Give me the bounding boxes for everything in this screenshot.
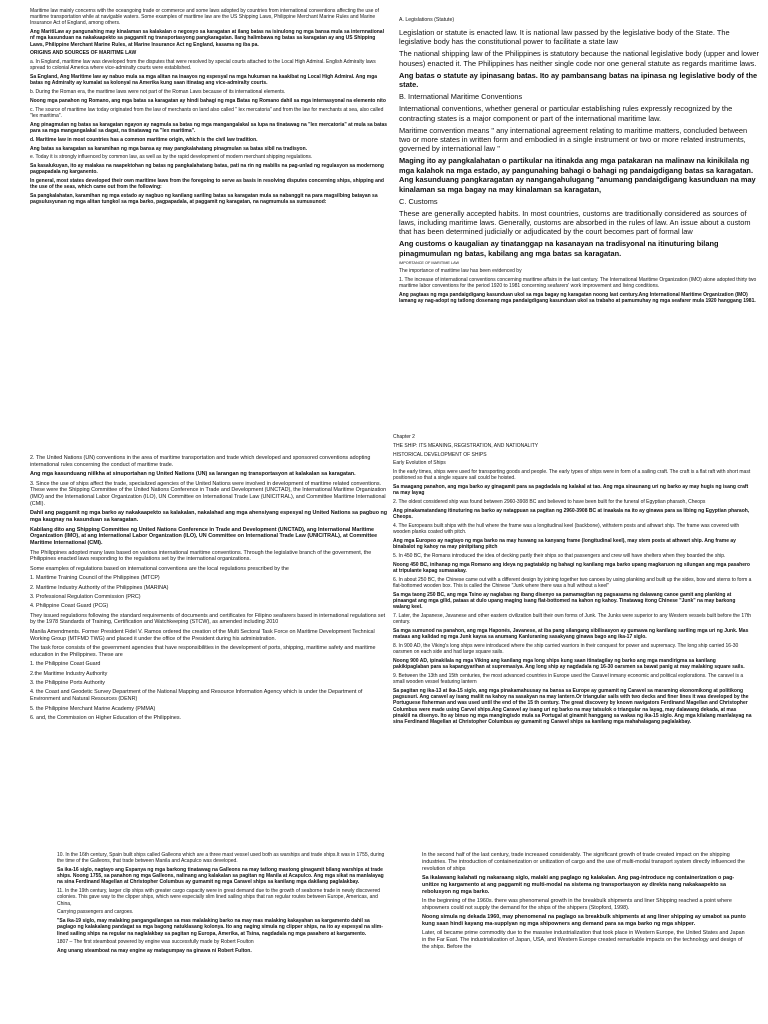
panel2-paragraph: Ang pagtaas ng mga pandaigdigang kasunduan ukol sa mga bagay ng karagatan noong last century.Ang International Maritime Organization (IMO) lamang ay nag-adopt ng tatlong dosenang mga pandaigdigang kasunduan ukol sa trabaho at pamumuhay ng mga seafarer mula 1920 hanggang 1981. [399,292,756,305]
maritime-law-origins-section [30,8,390,393]
galleons-clipper-ships-section [57,852,385,1024]
panel2-paragraph: Legislation or statute is enacted law. It is national law passed by the legislative body of the State. The legislative body has the constitutional power to facilitate a state law [399,28,730,47]
panel3-paragraph: 1. the Philippine Coast Guard [30,661,101,668]
panel3-paragraph: 5. the Philippine Merchant Marine Academy (PMMA) [30,705,156,712]
panel3-paragraph: 2. The United Nations (UN) conventions in the area of maritime transportation and trade which developed and sponsored conventions adopting international rules concerning the conduct of maritime trade. [30,455,371,468]
panel3-paragraph: Manila Amendments. Former President Fidel V. Ramos ordered the creation of the Multi Sectoral Task Force on Maritime Development Technical Working Group (MTFMD TWG) and placed it under the office of the President during his administration. [30,628,375,642]
panel4-paragraph: 6. In about 250 BC, the Chinese came out with a different design by joining together two canoes by using planking and built up the sides, bow and sterns to form a flat-bottomed wooden box. This is called the Chinese "Junk where there was a hull without a keel" [393,576,752,589]
panel3-paragraph: 4. the Coast and Geodetic Survey Department of the National Mapping and Resource Information Agency which is under the Department of Environment and Natural Resources (DENR) [30,689,363,703]
panel4-paragraph: Noong 900 AD, ipinakilala ng mga Viking ang kanilang mga long ships kung saan itinatagilay ng barko ang mga mandirigma sa kanilang pakikipaglaban para sa kapangyarihan at supremasiya. Ang long ship ay nagdadala ng 16-30 oarsmen sa bawat panig at may malaking square sails. [393,657,745,671]
panel3-paragraph: 3. Professional Regulation Commission (PRC) [30,593,141,600]
panel1-paragraph: Ang MaritiLaw ay pangunahing may kinalaman sa kalakalan o negosyo sa karagatan at ilang batas na isinulong ng mga bansa mula sa internnational nf mga kasunduan na nakakaapekto sa paggamit ng transportasyong pangkaragatan. Ilang halimbawa ng batas sa karagatan ay ang US Shipping Laws, Philippine Merchant Marine Rules, at Marine Insurance Act ng England, kasama ng iba pa. [30,29,384,48]
panel4-paragraph: Chapter 2 [393,434,415,440]
panel1-paragraph: e. Today it is strongly influenced by common law, as well as by the rapid development of modern merchant shipping regulations. [30,154,313,161]
panel5-paragraph: 11. In the 19th century, larger clip ships with greater cargo capacity were in great demand due to the growth of seaborne trade in newly discovered colonies. This gave way to the clipper ships, which were especially slim lined sailing ships that ran regular routes between Europe, Americas, and China, [57,888,381,907]
panel2-paragraph: IMPORTANCE OF MARITIME LAW [399,260,460,265]
chapter-2-ships-history-section [393,434,753,854]
panel5-paragraph: 1807 – The first steamboat powered by engine was successfully made by Robert Foulton [57,939,254,946]
panel1-paragraph: Sa kasalukuyan, ito ay malakas na naapektohan ng batas ng pangkalahatang batas, pati na rin ng mabilis na pag-unlad ng regulasyon sa modernong pagpapadala ng karganento. [30,163,384,176]
panel4-paragraph: 7. Later, the Japanese, Javanese and other eastern civilization built their own forms of Junk. The Junks were superior to any Western vessels built before the 17th century. [393,612,752,626]
panel1-paragraph: c. The source of maritime law today originated from the law of merchants on land also called " lex mercatoria" and from the law for merchants at sea, also called "lex maritima". [30,106,384,119]
panel6-paragraph: In the beginning of the 1960s. there was phenomenal growth in the breakbulk shipments and liner Shipping reached a point where shipowners could not supply the demand for the ships of the shippers (Stopford, 1998). [422,897,732,911]
panel3-paragraph: Kabilang dito ang Shipping Committee ng United Nations Conference in Trade and Development (UNCTAD), ang International Maritime Organization (IMO), at ang International Labor Organization (ILO), UN Committee on International Trade Law (UNICITRAL), at Committee Maritime International (CMI). [30,526,378,547]
panel1-paragraph: Ang batas sa karagatan sa karamihan ng mga bansa ay may pangkalahatang pinagmulan sa batas sibil na tradisyon. [30,145,308,152]
panel2-paragraph: International conventions, whether general or particular establishing rules expressly recognized by the contracting states is a major component or part of the international maritime law. [399,104,733,123]
panel3-paragraph: Ang mga kasunduang niilkha at sinuportahan ng United Nations (UN) sa larangan ng transportasyon at kalakalan sa karagatan. [30,471,356,478]
panel4-paragraph: 8. In 900 AD, the Viking's long ships were introduced where the ship carried warriors in their conquest for power and supremacy. The long ship carried 16-30 oarsmen on each side and had large square sails. [393,642,739,656]
panel3-paragraph: The task force consists of the government agencies that have responsibilities in the development of ports, shipping, maritime safety and maritime education in the Philippines. These are [30,645,376,658]
panel4-paragraph: 4. The Europeans built ships with the hull where the frame was a longitudinal keel (backbone), withstern posts and athwart ship. The frame was covered with wooden planks coated with pitch. [393,522,740,536]
panel3-paragraph: They issued regulations following the standard requirements of documents and certificates for Filipino seafarers based in international regulations set by the 1978 Standards of Training, Certification and Watchkeeping (STCW), as amended including 2010 [30,612,386,626]
panel2-paragraph: Maritime convention means " any international agreement relating to maritime matters, concluded between two or more states in written form and embodied in a single instrument or two or more related instruments, governed by international law " [399,125,748,154]
panel4-paragraph: 2. The oldest considered ship was found between 2960-3908 BC and believed to have been built for the funeral of Egyptian pharaoh, Cheops [393,499,706,506]
panel3-paragraph: 3. Since the use of ships affect the trade, specialized agencies of the United Nations were involved in development of maritime related conventions. These were the Shipping Committee of the United Nations Conference in Trade and Development (UNCTAD), the International Maritime Organization (IMO) and the International Labor Organization (ILO), UN Committee on International Trade Law (UNICITRAL), and Committee Maritime International (CMI). [30,480,387,507]
panel6-paragraph: Noong simula ng dekada 1960, may phenomenal na paglago sa breakbulk shipments at ang liner shipping ay umabot sa punto kung saan hindi kayang ma-supplyan ng mga shipowners ang demand para sa mga barko ng mga shipper. [422,914,746,927]
panel3-paragraph: 2. Maritime Industry Authority of the Philippines (MARINA) [30,584,169,591]
panel3-paragraph: The Philippines adopted many laws based on various international maritime conventions. Through the legislative branch of the government, the Philippines enacted laws responding to the regulations set by the international organizations. [30,549,372,563]
panel4-paragraph: HISTORICAL DEVELOPMENT OF SHIPS [393,451,487,458]
panel3-paragraph: Some examples of regulations based on international conventions are the local regulations prescribed by the [30,565,289,572]
containerization-section [422,852,746,1024]
panel4-paragraph: Sa mga taong 250 BC, ang mga Tsino ay naglabas ng ibang disenyo sa pamamagitan ng pagsasama ng dalawang canoe gamit ang planking at pinaangat ang mga gilid, pataas at dulo upang maging isang flat-bottomed na kahon ng kahoy. Tinatawag itong Chinese "Junk" na may barkong walang keel. [393,591,736,611]
panel2-paragraph: Ang customs o kaugalian ay tinatanggap na kasanayan na tradisyonal na itinuturing bilang pinagmumulan ng batas, kabilang ang mga batas sa karagatan. [399,239,719,258]
panel4-paragraph: Sa maagang panahon, ang mga barko ay ginagamit para sa pagdadala ng kalakal at tao. Ang mga sinaunang uri ng barko ay may hugis ng isang craft na may layag [393,484,749,497]
panel4-paragraph: THE SHIP: ITS MEANING, REGISTRATION, AND NATIONALITY [393,442,539,449]
panel5-paragraph: 10. In the 16th century, Spain built ships called Galleons which are a three mast vessel used both as warships and trade ships.It was in 1755, during the time of the Galleons, that trade between Manila and Acapulco was developed. [57,852,385,865]
panel2-paragraph: C. Customs [399,196,438,206]
panel1-paragraph: Ang pinagmulan ng batas sa karagatan ngayon ay nagmula sa batas ng mga mangangalakal sa lupa na tinatawag na "lex mercatoria" at mula sa batas para sa mga mangangalakal sa dagat, na tinatawag na "lex maritima". [30,121,388,134]
panel6-paragraph: In the second half of the last century, trade increased considerably. The significant growth of trade created impact on the shipping industries. The introduction of containerization or unitization of cargo and the use of multi-modal transport system directly influenced the revolution of ships [422,852,745,872]
un-conventions-section [30,455,390,850]
panel2-paragraph: B. International Maritime Conventions [399,92,523,102]
panel3-paragraph: 2.the Maritime Industry Authority [30,670,108,677]
panel1-paragraph: d. Maritime law in most countries has a common maritime origin, which is the civil law tradition. [30,136,258,143]
panel1-paragraph: Maritime law mainly concerns with the oceangoing trade or commerce and some laws adopted by countries from international conventions affecting the use of maritime transportation while at navigable waters. Some examples of maritime law are the US Shipping Laws, Philippine Merchant Marine Rules and Marine Insurance Act of England, among others. [30,8,379,27]
panel3-paragraph: Dahil ang paggamit ng mga barko ay nakakaapekto sa kalakalan, nakalahad ang mga ahensiyang espesyal ng United Nations sa pagbuo ng mga kaugnay na kasunduan sa karagatan. [30,510,388,524]
panel3-paragraph: 1. Maritime Training Council of the Philippines (MTCP) [30,575,160,582]
panel2-paragraph: The importance of maritime law has been evidenced by [399,268,522,275]
panel5-paragraph: Ang unang steamboat na may engine ay matagumpay na ginawa ni Robert Fulton. [57,948,252,955]
panel4-paragraph: 5. In 450 BC, the Romans introduced the idea of decking partly their ships so that passengers and crew will have shelters when they boarded the ship. [393,552,726,559]
panel2-paragraph: The national shipping law of the Philippines is statutory because the national legislative body (upper and lower houses) enacted it. The Philippines has neither single code nor one general statute as regards maritime laws. [399,49,759,68]
panel5-paragraph: "Sa ika-19 siglo, may malaking pangangailangan sa mas malalaking barko na may mas malaking kakayahan sa kargamento dahil sa paglago ng kalakalang pandagat sa mga bagong natuklasang kolonya. Ito ang naging simula ng clipper ships, na ito ay espesyal na slim-lined sailing ships na regular na naglalakbay sa pagitan ng Europa, Amerika, at Tsina, nagdadala ng mga pasahero at kargamento. [57,918,383,937]
panel2-paragraph: A. Legislations (Statute) [399,17,455,23]
panel4-paragraph: In the early times, ships were used for transporting goods and people. The early types of ships were in form of a sailing craft. The craft is a flat raft with short mast positioned so that a single square sail could be hoisted. [393,469,751,482]
panel1-paragraph: Sa pangkalahatan, karamihan ng mga estado ay nagbuo ng kanilang sariling batas sa karagatan mula sa nabanggit na para magsilbing batayan sa pagsulusyunan ng mga alitan tungkol sa mga barko, pagpapadala, at paggamit ng karagatan, na nagmumula sa sumusunod: [30,193,378,206]
panel2-paragraph: 1. The increase of international conventions concerning maritime affairs in the last century. The International Maritime Organization (IMO) alone adopted thirty two maritime labor conventions for the period 1920 to 1981 concerning seafarers' work improvement and living conditions. [399,277,757,290]
panel5-paragraph: Sa ika-16 siglo, nagtayo ang Espanya ng mga barkong tinatawag na Galleons na may tatlong mastong ginagamit bilang warships at trade ships. Noong 1755, sa panahon ng mga Galleons, nalinang ang kalakalan sa pagitan ng Manila at Acapulco. Ang mga sikat na manlalayag na sina Ferdinand Magellan at Christopher Columbus ay gumamit ng mga Caravel ships sa kanilang mga dakilang paglalakbay. [57,867,384,886]
panel4-paragraph: 9. Between the 13th and 15th centuries, the most advanced countries in Europe used the Caravel inmany economic and political explorations. The caravel is a small wooden vessel featuring lantern [393,672,744,686]
sources-of-maritime-law-section [399,16,759,361]
panel1-paragraph: a. In England, maritime law was developed from the disputes that were resolved by special courts attached to the Local High Admiral. English Admiralty laws spread to colonial America where vice-admiralty courts were established. [30,59,376,72]
panel4-paragraph: Ang pinakamatandang itinuturing na barko ay natagpuan sa pagitan ng 2960-3908 BC at inaakala na ito ay ginawa para sa libing ng Egyptian pharaoh, Cheops. [393,507,750,521]
panel4-paragraph: Ang mga Europeo ay nagtayo ng mga barko na may huwang sa kanyang frame (longitudinal keel), may stem posts at athwart ship. Ang frame ay binabalot ng kahoy na may pinitpitang pitch [393,537,736,551]
panel3-paragraph: 3. the Philippine Ports Authority [30,680,105,687]
panel2-paragraph: Maging ito ay pangkalahatan o partikular na itinakda ang mga patakaran na malinaw na kinikilala ng mga kalahok na mga estado, ay pangunahing bahagi o bahagi ng pandaigdigang batas sa karagatan. Ang kasunduang pangkaragatan ay nangangahulugang "anumang pandaigdigang kasunduan na may kinalaman sa mga bagay na may kinalaman sa karagatan, [399,156,756,194]
panel4-paragraph: Sa mga sumunod na panahon, ang mga Haponés, Javanese, at iba pang silangang sibilisasyon ay gumawa ng kanilang sariling mga uri ng Junk. Mas mataas ang kalidad ng mga Junk kaysa sa anumang Kanluraning sasakyang ginawa bago ang ika-17 siglo. [393,627,749,641]
panel6-paragraph: Sa ikalawang kalahati ng nakaraang siglo, malaki ang paglago ng kalakalan. Ang pag-introduce ng containerization o pag-unitize ng kargamento at ang paggamit ng multi-modal na sistema ng transportasyon ay direkta nang nakakaapekto sa rebolusyon ng mga barko. [422,874,735,895]
panel5-paragraph: Carrying passengers and cargoes. [57,909,134,916]
panel3-paragraph: 4. Philippine Coast Guard (PCG) [30,603,109,610]
panel6-paragraph: Later, oil became prime commodity due to the massive industrialization that took place in Western Europe, the United States and Japan in the Far East. The industrialization of Japan, USA, and Western Europe created remarkable impacts on the technology and design of the ships. Before the [422,930,745,950]
panel4-paragraph: Noong 450 BC, inihanap ng mga Romano ang ideya ng pagtatakip ng bahagi ng kanilang mga barko upang magkaruon ng silungan ang mga pasahero at tripulante kapag sumasakay. [393,561,750,574]
panel1-paragraph: Sa England, Ang Maritime law ay nabuo mula sa mga alitan na inaayos ng espesyal na mga hukuman na kaakibat ng Local High Admiral. Ang mga batas ng Admiralty ay kumalat sa kolonyal na Amerika kung saan itinatag ang vice-admiralty courts. [30,74,378,87]
panel4-paragraph: Early Evolution of Ships [393,460,446,467]
panel3-paragraph: 6. and, the Commission on Higher Education of the Philippines. [30,714,182,721]
panel1-paragraph: b. During the Roman era, the maritime laws were not part of the Roman Laws because of its international elements. [30,89,286,96]
panel1-paragraph: Noong mga panahon ng Romano, ang mga batas sa karagatan ay hindi bahagi ng mga Batas ng Romano dahil sa mga internasyonal na elemento nito [30,98,386,104]
panel1-paragraph: In general, most states developed their own maritime laws from the foregoing to serve as basis in resolving disputes concerning ships, shipping and the use of the seas, which came out from the following: [30,178,384,191]
panel2-paragraph: Ang batas o statute ay ipinasang batas. Ito ay pambansang batas na ipinasa ng legislative body of the state. [399,70,758,90]
panel2-paragraph: These are generally accepted habits. In most countries, customs are traditionally considered as sources of laws, including maritime laws. Generally, customs are absorbed in the rules of law. An issue about a custom that has been determined judicially or adjudicated by the court becomes part of formal law [399,208,751,237]
panel1-paragraph: ORIGINS AND SOURCES OF MARITIME LAW [30,50,137,57]
panel4-paragraph: Sa pagitan ng ika-13 at ika-15 siglo, ang mga pinakamahuusay na bansa sa Europe ay gumamit ng Caravel sa maraming ekonomikong at politikong pagsusuri. Ang caravel ay isang maliit na kahoy na sasakyan na may lantern.Or triangular sails with two decks and finer lines it was developed by the Portuguese fisherman and was used until the end of the 15 th century. The great discovery by known navigators Ferdinand Magellan and Christopher Columbus were made using Carvel ships.Ang Caravel ay isang uri ng barko na may tatsulok o triangular na layag, may dalawang dekada, at mas pinakiil na disenyo. Ito ay binuo ng mga mangingisdo mula sa Portugal at ginamit hanggang sa wakas ng ika-15 siglo. Ang mga kilalang manlalayag na sina Ferdinand Magellan at Christopher Columbus ay gumamit ng Caravel ships sa kanilang mga mahahalagang paglalakbay. [393,687,752,725]
